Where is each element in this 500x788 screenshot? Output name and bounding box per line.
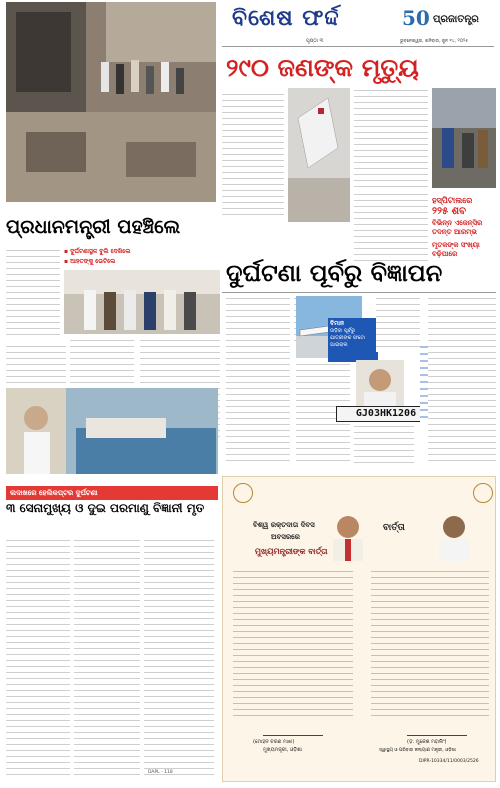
bottom-body-col1 — [6, 538, 70, 778]
pm-bullet2: ▪ ଆହତଙ୍କୁ ଭେଟିଲେ — [64, 258, 116, 265]
pm-bullet2-text: ଆହତଙ୍କୁ ଭେଟିଲେ — [70, 258, 116, 265]
tail-wreck-photo — [288, 88, 350, 222]
bottom-body-col3 — [144, 538, 214, 778]
lead-body-col1 — [222, 92, 284, 220]
side-box-line5: ମୃତକଙ୍କ ସଂଖ୍ୟା — [432, 241, 480, 249]
cm-sign-name: (ମୋହନ ଚରଣ ମାଝୀ) — [253, 739, 295, 745]
second-headline-rule — [222, 292, 496, 293]
pm-bullet1: ▪ ଦୁର୍ଘଟଣାସ୍ଥଳ ବୁଲି ଦେଖିଲେ — [64, 248, 131, 255]
side-box-line2: ୨୨୫ ଶବ — [432, 206, 466, 217]
ad-right-title: ବାର୍ତ୍ତା — [383, 523, 405, 533]
second-body-col6 — [428, 296, 496, 464]
side-box-line3: ବିଭିନ୍ନ ଏଜେନ୍ସିର — [432, 219, 483, 227]
second-body-col5 — [376, 296, 420, 352]
anniversary-logo — [402, 6, 432, 34]
cm-sign-place: ମୁଖ୍ୟମନ୍ତ୍ରୀ, ଓଡ଼ିଶା — [263, 747, 302, 753]
dipr-code: DIPR-10334/11/0003/2526 — [419, 759, 479, 764]
hospital-photo — [6, 388, 218, 474]
ad-panel — [222, 476, 496, 782]
dateline: ଭୁବନେଶ୍ୱର, ଶନିବାର, ଜୁନ ୧୪, ୨୦୨୫ — [400, 39, 469, 44]
pm-headline: ପ୍ରଧାନମନ୍ତ୍ରୀ ପହଞ୍ଚିଲେ — [6, 216, 181, 238]
second-headline: ଦୁର୍ଘଟଣା ପୂର୍ବରୁ ବିଜ୍ଞାପନ — [226, 259, 443, 287]
chief-minister-photo — [325, 507, 371, 561]
health-message-body — [371, 569, 489, 719]
health-signature — [407, 725, 467, 736]
pm-visit-photo — [64, 270, 220, 334]
section-title: ବିଶେଷ ଫର୍ଦ୍ଦ — [232, 6, 340, 31]
caption-line2: ଉଡ଼ିବା ପୂର୍ବରୁ — [330, 328, 355, 334]
page-label: ପୃଷ୍ଠା ୩ — [306, 38, 324, 44]
side-box-line1: ହସ୍ପିଟାଲରେ — [432, 196, 473, 205]
crash-site-photo — [6, 2, 216, 202]
bottom-headline: ୩ ସେନାମୁଖ୍ୟ ଓ ଦୁଇ ପରମାଣୁ ବିଜ୍ଞାନୀ ମୃତ — [6, 501, 205, 515]
health-sign-role: ସ୍ୱାସ୍ଥ୍ୟ ଓ ପରିବାର କଲ୍ୟାଣ ମନ୍ତ୍ରୀ, ଓଡ଼ିଶା — [379, 748, 456, 753]
side-box-line6: ବଢ଼ିପାରେ — [432, 250, 458, 258]
odisha-emblem-right — [473, 483, 493, 503]
viral-caption-box — [328, 318, 378, 362]
lead-body-col3 — [354, 192, 428, 262]
health-minister-photo — [429, 507, 479, 561]
lead-headline: ୨୯୦ ଜଣଙ୍କ ମୃତ୍ୟୁ — [226, 53, 419, 82]
ad-title-line2: ଅବସରରେ — [271, 533, 300, 541]
lead-body-col2 — [354, 88, 428, 188]
caption-line3: ଯାତ୍ରୀଙ୍କ ଫଟୋ — [330, 335, 365, 341]
second-body-col1 — [226, 296, 290, 466]
ad-title-line3: ମୁଖ୍ୟମନ୍ତ୍ରୀଙ୍କ ବାର୍ତ୍ତା — [255, 547, 328, 556]
anniversary-number: 50 — [402, 6, 430, 30]
bottom-body-col2 — [74, 538, 140, 778]
side-box-line4: ତଦନ୍ତ ଆରମ୍ଭ — [432, 228, 477, 236]
odisha-emblem-left — [233, 483, 253, 503]
health-sign-name: (ଡ଼. ମୁକେଶ ମହାଲିଂ) — [407, 739, 447, 745]
pm-body-col1 — [6, 248, 60, 340]
number-plate-text: GJ03HK1206 — [355, 408, 417, 419]
cm-signature — [263, 725, 323, 736]
second-body-col4 — [354, 424, 414, 464]
pm-bullet1-text: ଦୁର୍ଘଟଣାସ୍ଥଳ ବୁଲି ଦେଖିଲେ — [70, 248, 131, 255]
cm-message-body — [233, 569, 353, 719]
bottom-kicker-text: ଲଦାଖରେ ହେଲିକପ୍ଟର ଦୁର୍ଘଟଣା — [10, 489, 98, 497]
caption-line1: ବିମାନ — [330, 320, 345, 327]
masthead-rule — [222, 46, 494, 47]
paper-name: ପ୍ରଜାତନ୍ତ୍ର — [433, 14, 479, 25]
bottom-kicker — [6, 486, 218, 500]
footer-code: DAPL - 118 — [148, 770, 173, 775]
rescue-photo — [432, 88, 496, 188]
ad-title-line1: ବିଶ୍ୱ ରକ୍ତଦାତା ଦିବସ — [253, 521, 315, 529]
caption-line4: ଭାଇରାଲ — [330, 342, 348, 348]
